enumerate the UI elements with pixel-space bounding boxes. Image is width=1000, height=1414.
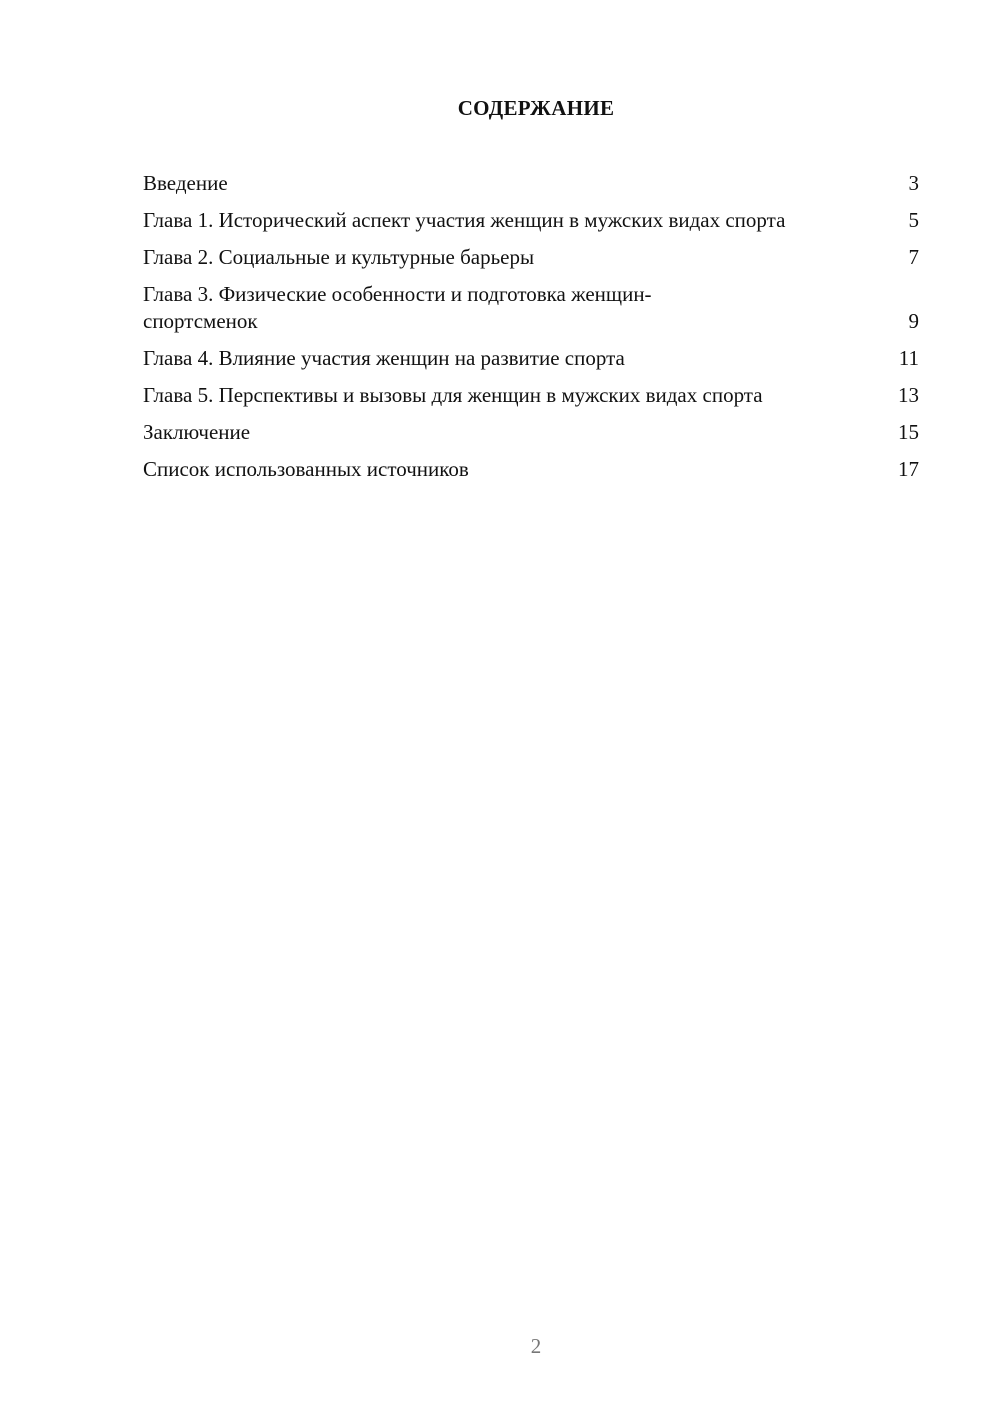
toc-entry-page: 13 [898, 383, 919, 407]
toc-entry-label: Глава 5. Перспективы и вызовы для женщин в мужских видах спорта [143, 383, 763, 407]
toc-entry-label: Глава 3. Физические особенности и подготовка женщин-спортсменок [143, 282, 652, 333]
toc-entry-label: Введение [143, 171, 228, 195]
toc-entry-chapter-2 [143, 244, 919, 271]
table-of-contents [143, 170, 919, 493]
toc-entry-page: 15 [898, 420, 919, 444]
toc-entry-label: Глава 4. Влияние участия женщин на развитие спорта [143, 346, 625, 370]
toc-entry-page: 11 [898, 346, 919, 370]
page-title: СОДЕРЖАНИЕ [457, 96, 615, 120]
toc-entry-page: 17 [898, 457, 919, 481]
toc-entry-page: 9 [908, 309, 919, 333]
toc-entry-chapter-4 [143, 345, 919, 372]
toc-entry-chapter-5 [143, 382, 919, 409]
page-number: 2 [530, 1334, 542, 1358]
toc-entry-chapter-1 [143, 207, 919, 234]
toc-entry-introduction [143, 170, 919, 197]
toc-entry-page: 3 [908, 171, 919, 195]
toc-entry-references [143, 456, 919, 483]
toc-entry-page: 7 [908, 245, 919, 269]
toc-entry-label: Глава 1. Исторический аспект участия женщин в мужских видах спорта [143, 208, 786, 232]
toc-entry-label: Заключение [143, 420, 251, 444]
toc-entry-chapter-3 [143, 281, 919, 335]
toc-entry-conclusion [143, 419, 919, 446]
toc-entry-label: Список использованных источников [143, 457, 469, 481]
toc-entry-label: Глава 2. Социальные и культурные барьеры [143, 245, 535, 269]
toc-entry-page: 5 [908, 208, 919, 232]
